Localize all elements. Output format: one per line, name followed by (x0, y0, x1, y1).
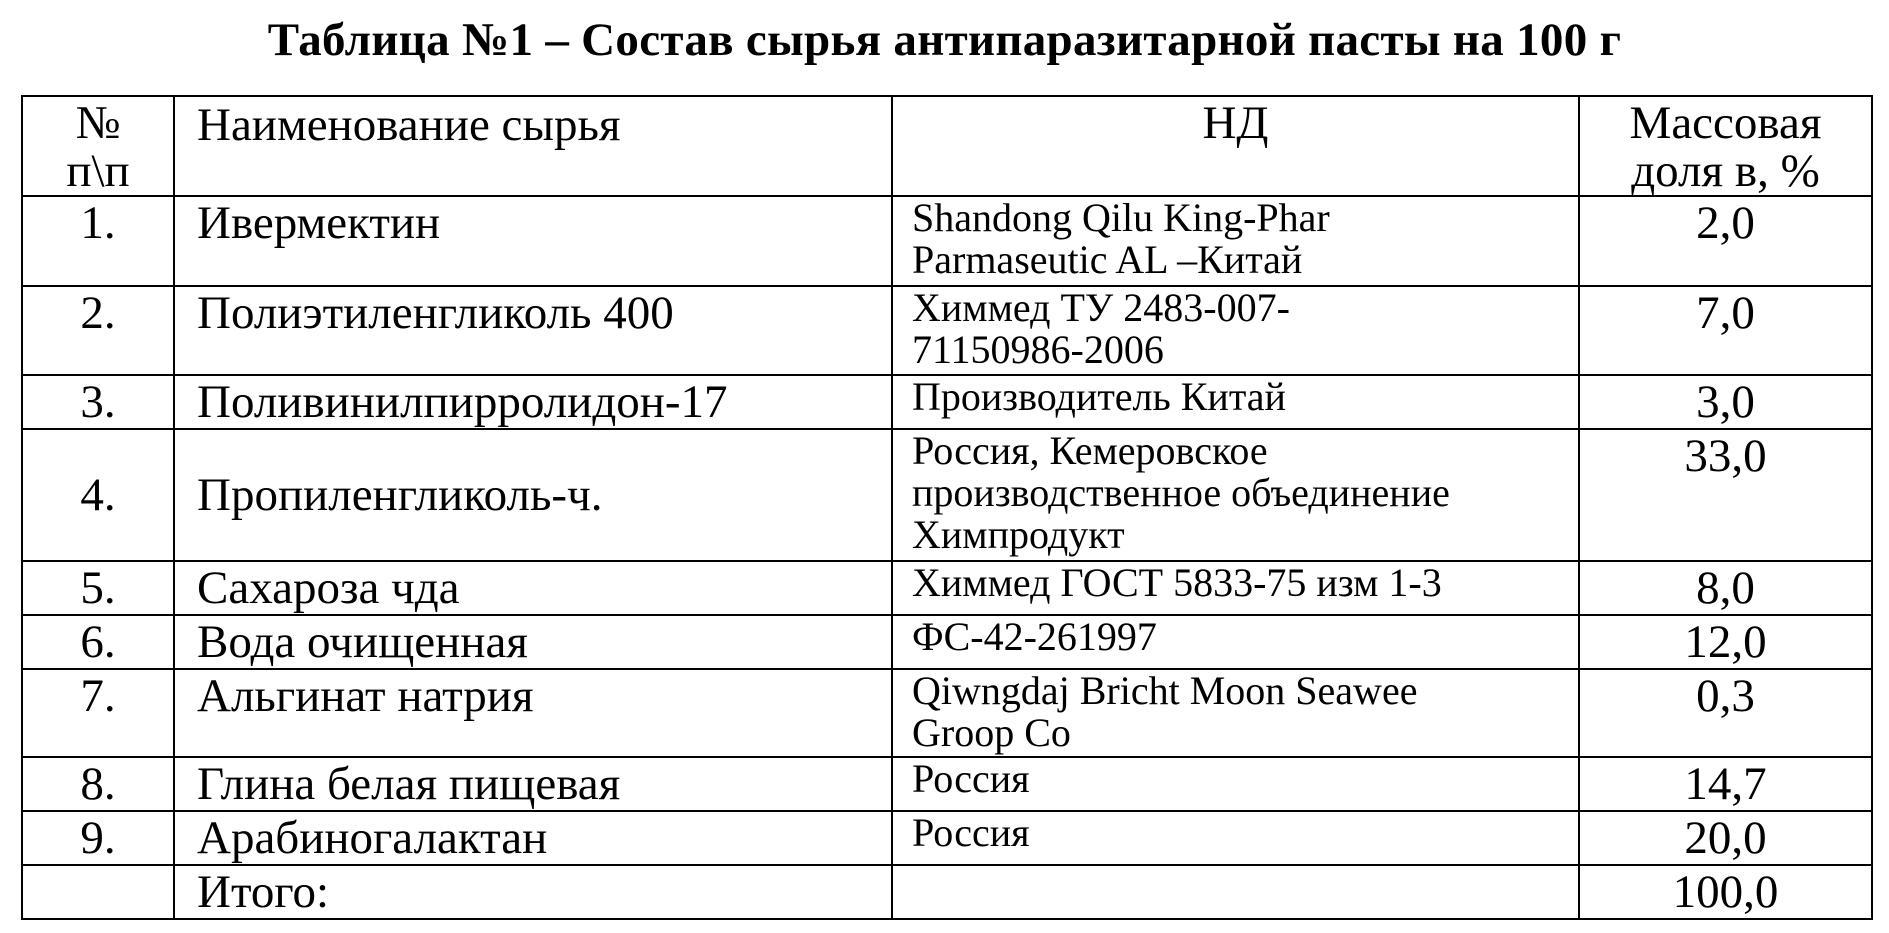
row-name: Глина белая пищевая (174, 757, 892, 811)
table-row (22, 811, 1872, 865)
row-nd-line: Химмед ТУ 2483-007- (912, 286, 1290, 330)
table-row (22, 615, 1872, 669)
row-nd-line: Химпродукт (912, 512, 1125, 557)
row-nd (892, 429, 1579, 561)
row-mass: 0,3 (1579, 669, 1872, 757)
row-mass: 7,0 (1579, 286, 1872, 375)
row-nd (892, 615, 1579, 669)
row-nd (892, 561, 1579, 615)
row-nd (892, 375, 1579, 429)
row-nd-line: ФС-42-261997 (912, 615, 1157, 659)
row-number: 6. (22, 615, 174, 669)
header-mass-fraction (1579, 96, 1872, 196)
header-nd: НД (892, 96, 1579, 196)
row-number: 8. (22, 757, 174, 811)
row-name: Вода очищенная (174, 615, 892, 669)
row-name: Полиэтиленгликоль 400 (174, 286, 892, 375)
raw-materials-table (21, 95, 1873, 920)
row-number: 3. (22, 375, 174, 429)
row-name: Пропиленгликоль-ч. (174, 429, 892, 561)
total-nd (892, 865, 1579, 919)
row-nd (892, 669, 1579, 757)
row-nd-line: Groop Co (912, 710, 1071, 755)
row-number: 4. (22, 429, 174, 561)
row-mass: 20,0 (1579, 811, 1872, 865)
table-title: Таблица №1 – Состав сырья антипаразитарной пасты на 100 г (267, 14, 1622, 66)
table-row (22, 196, 1872, 286)
total-number (22, 865, 174, 919)
header-number (22, 96, 174, 196)
header-number-line1: № (75, 97, 121, 149)
header-mass-line2: доля в, % (1631, 145, 1820, 196)
row-number: 9. (22, 811, 174, 865)
row-name: Альгинат натрия (174, 669, 892, 757)
row-mass: 8,0 (1579, 561, 1872, 615)
table-total-row (22, 865, 1872, 919)
row-number: 1. (22, 196, 174, 286)
row-nd-line: Производитель Китай (912, 375, 1286, 419)
row-nd-line: Parmaseutic AL –Китай (912, 237, 1303, 282)
total-mass: 100,0 (1579, 865, 1872, 919)
row-mass: 12,0 (1579, 615, 1872, 669)
table-row (22, 375, 1872, 429)
row-mass: 33,0 (1579, 429, 1872, 561)
row-nd-line: Россия (912, 811, 1030, 855)
table-row (22, 669, 1872, 757)
row-number: 7. (22, 669, 174, 757)
row-name: Сахароза чда (174, 561, 892, 615)
row-mass: 3,0 (1579, 375, 1872, 429)
total-label: Итого: (174, 865, 892, 919)
row-mass: 2,0 (1579, 196, 1872, 286)
row-nd-line: Химмед ГОСТ 5833-75 изм 1-3 (912, 561, 1442, 605)
row-nd-line: 71150986-2006 (912, 327, 1164, 372)
row-nd (892, 196, 1579, 286)
row-nd-line: Россия, Кемеровское (912, 429, 1268, 473)
row-number: 5. (22, 561, 174, 615)
row-name: Ивермектин (174, 196, 892, 286)
row-nd (892, 811, 1579, 865)
row-nd-line: производственное объединение (912, 470, 1450, 515)
row-nd-line: Россия (912, 757, 1030, 801)
header-name: Наименование сырья (174, 96, 892, 196)
header-number-line2: п\п (66, 145, 130, 196)
table-header-row (22, 96, 1872, 196)
table-row (22, 757, 1872, 811)
row-number: 2. (22, 286, 174, 375)
table-row (22, 429, 1872, 561)
row-mass: 14,7 (1579, 757, 1872, 811)
row-nd-line: Shandong Qilu King-Phar (912, 196, 1330, 240)
row-nd (892, 286, 1579, 375)
row-nd-line: Qiwngdaj Bricht Moon Seawee (912, 669, 1418, 713)
table-row (22, 561, 1872, 615)
table-row (22, 286, 1872, 375)
row-name: Арабиногалактан (174, 811, 892, 865)
row-name: Поливинилпирролидон-17 (174, 375, 892, 429)
row-nd (892, 757, 1579, 811)
header-mass-line1: Массовая (1629, 97, 1822, 149)
